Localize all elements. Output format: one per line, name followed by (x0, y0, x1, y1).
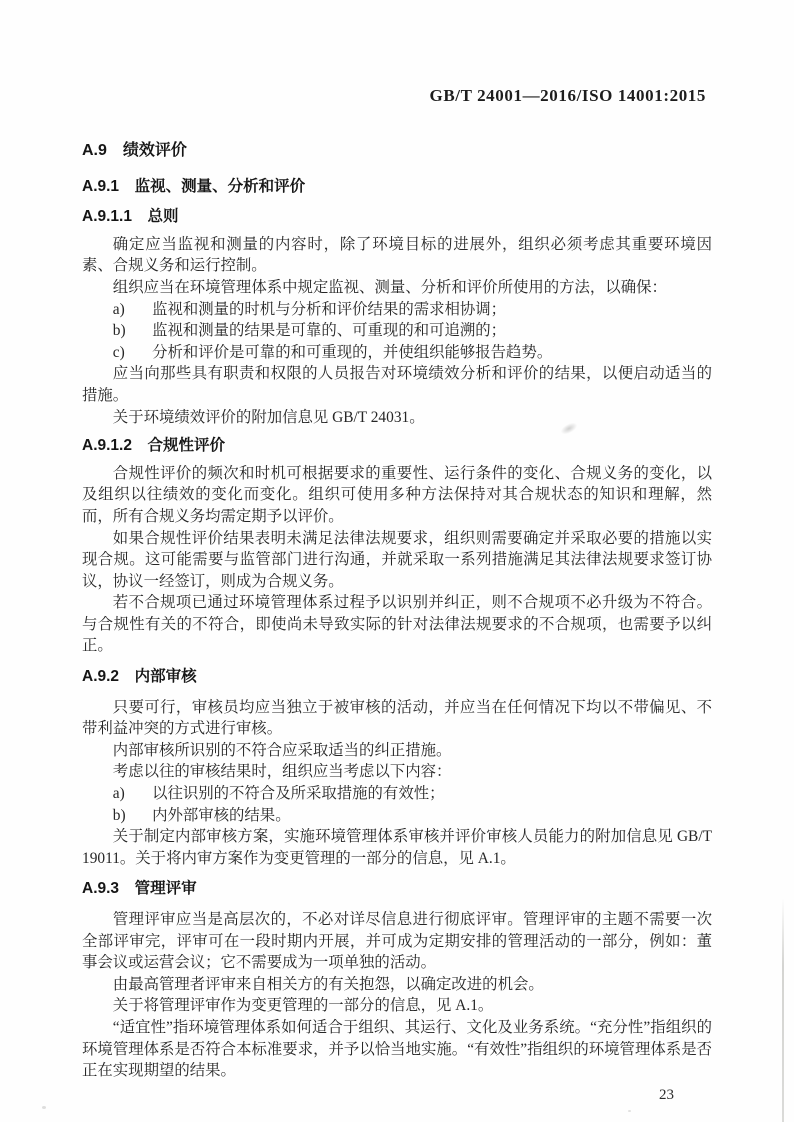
paragraph: 由最高管理者评审来自相关方的有关抱怨，以确定改进的机会。 (112, 975, 544, 993)
paragraph: 只要可行，审核员均应当独立于被审核的活动，并应当在任何情况下均以不带偏见、不带利益冲突的方式进行审核。 (82, 698, 712, 738)
section-heading (82, 666, 712, 688)
list-item-label: a) (112, 785, 125, 803)
section-heading (82, 140, 712, 162)
heading-number: A.9.3 (82, 880, 120, 898)
list-item (82, 805, 712, 827)
heading-title: 总则 (147, 208, 179, 226)
document-content (82, 140, 712, 1106)
paragraph: 确定应当监视和测量的内容时，除了环境目标的进展外，组织必须考虑其重要环境因素、合规义务和运行控制。 (82, 235, 712, 275)
heading-number: A.9 (82, 142, 107, 159)
list-item (82, 342, 712, 364)
heading-title: 合规性评价 (147, 437, 225, 455)
section-heading (82, 878, 712, 900)
heading-number: A.9.1 (82, 177, 120, 195)
scan-speck (42, 1106, 46, 1109)
list-item (82, 320, 712, 342)
list-item-text: 以往识别的不符合及所采取措施的有效性； (152, 785, 445, 803)
list-item (82, 783, 712, 805)
heading-title: 绩效评价 (122, 142, 187, 159)
list-item-label: a) (112, 300, 125, 318)
page-number: 23 (659, 1086, 674, 1103)
heading-title: 管理评审 (134, 880, 197, 898)
paragraph: 考虑以往的审核结果时，组织应当考虑以下内容： (112, 763, 452, 781)
paragraph: 管理评审应当是高层次的，不必对详尽信息进行彻底评审。管理评审的主题不需要一次全部评审完，评审可在一段时期内开展，并可成为定期安排的管理活动的一部分，例如：董事会议或运营会议；它不需要成为一项单独的活动。 (82, 911, 712, 972)
heading-title: 监视、测量、分析和评价 (134, 177, 306, 195)
paragraph: 关于将管理评审作为变更管理的一部分的信息，见 A.1。 (112, 997, 494, 1015)
heading-number: A.9.1.1 (82, 208, 132, 226)
heading-number: A.9.2 (82, 668, 120, 686)
paragraph: 若不合规项已通过环境管理体系过程予以识别并纠正，则不合规项不必升级为不符合。与合规性有关的不符合，即使尚未导致实际的针对法律法规要求的不合规项，也需要予以纠正。 (82, 594, 712, 655)
section-heading (82, 435, 712, 457)
list-item-label: b) (112, 322, 126, 340)
paragraph: 合规性评价的频次和时机可根据要求的重要性、运行条件的变化、合规义务的变化，以及组织以往绩效的变化而变化。组织可使用多种方法保持对其合规状态的知识和理解，然而，所有合规义务均需定期予以评价。 (82, 464, 712, 525)
paragraph: “适宜性”指环境管理体系如何适合于组织、其运行、文化及业务系统。“充分性”指组织的环境管理体系是否符合本标准要求，并予以恰当地实施。“有效性”指组织的环境管理体系是否正在实现期望的结果。 (82, 1018, 712, 1080)
section-heading (82, 176, 712, 198)
section-heading (82, 206, 712, 228)
paragraph: 关于环境绩效评价的附加信息见 GB/T 24031。 (112, 408, 425, 426)
paragraph: 组织应当在环境管理体系中规定监视、测量、分析和评价所使用的方法，以确保： (112, 278, 667, 296)
scan-speck (628, 1110, 631, 1112)
heading-title: 内部审核 (134, 668, 197, 686)
list-item-text: 分析和评价是可靠的和可重现的，并使组织能够报告趋势。 (152, 343, 553, 361)
paragraph: 关于制定内部审核方案，实施环境管理体系审核并评价审核人员能力的附加信息见 GB/T 19011。关于将内审方案作为变更管理的一部分的信息，见 A.1。 (82, 828, 712, 867)
list-item-label: b) (112, 806, 126, 824)
scan-edge-line (782, 898, 784, 1122)
list-item-text: 监视和测量的结果是可靠的、可重现的和可追溯的； (152, 322, 507, 340)
standard-code-header: GB/T 24001—2016/ISO 14001:2015 (429, 86, 706, 105)
heading-number: A.9.1.2 (82, 437, 132, 455)
paragraph: 内部审核所识别的不符合应采取适当的纠正措施。 (112, 741, 452, 759)
list-item (82, 299, 712, 321)
paragraph: 如果合规性评价结果表明未满足法律法规要求，组织则需要确定并采取必要的措施以实现合规。这可能需要与监管部门进行沟通，并就采取一系列措施满足其法律法规要求签订协议，协议一经签订，则成为合规义务。 (82, 529, 712, 590)
list-item-text: 监视和测量的时机与分析和评价结果的需求相协调； (152, 300, 507, 318)
list-item-text: 内外部审核的结果。 (152, 806, 291, 824)
list-item-label: c) (112, 343, 125, 361)
paragraph: 应当向那些具有职责和权限的人员报告对环境绩效分析和评价的结果，以便启动适当的措施。 (82, 365, 712, 404)
